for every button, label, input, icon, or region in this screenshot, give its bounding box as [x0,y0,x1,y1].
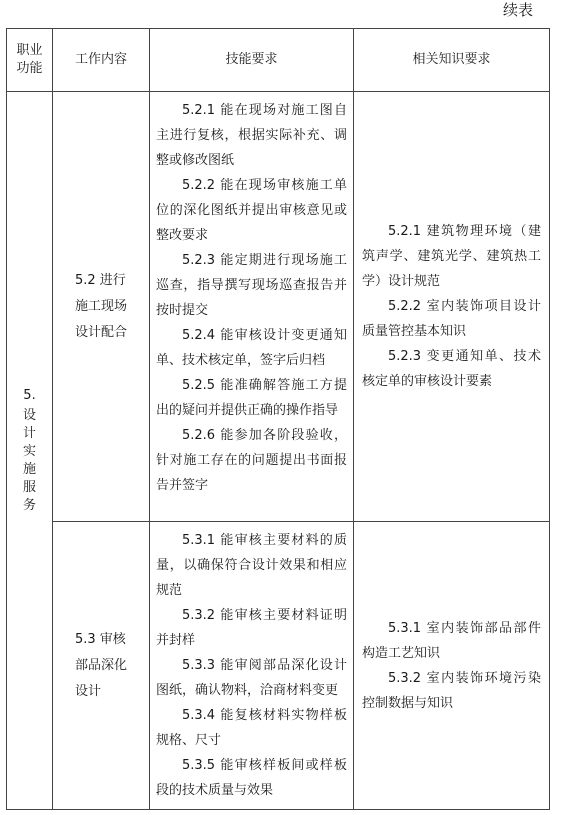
header-work-content: 工作内容 [53,29,150,92]
skill-item: 5.2.6 能参加各阶段验收，针对施工存在的问题提出书面报告并签字 [156,428,347,493]
header-row [7,29,550,92]
table-row [7,92,550,522]
knowledge-item: 5.2.3 变更通知单、技术核定单的审核设计要素 [362,349,541,389]
knowledge-cell [354,92,550,522]
header-function: 职业功能 [7,29,53,92]
skill-item: 5.2.2 能在现场审核施工单位的深化图纸并提出审核意见或整改要求 [156,178,347,243]
skill-item: 5.3.1 能审核主要材料的质量，以确保符合设计效果和相应规范 [156,533,347,598]
knowledge-item: 5.3.1 室内装饰部品部件构造工艺知识 [362,620,541,661]
function-cell [7,92,53,810]
skill-item: 5.2.4 能审核设计变更通知单、技术核定单，签字后归档 [156,328,347,368]
work-content-cell: 5.2 进行施工现场设计配合 [53,92,150,522]
knowledge-item: 5.3.2 室内装饰环境污染控制数据与知识 [362,670,541,711]
function-name: 设计实施服务 [23,407,37,513]
knowledge-item: 5.2.2 室内装饰项目设计质量管控基本知识 [362,299,541,339]
skill-item: 5.3.3 能审阅部品深化设计图纸，确认物料，洽商材料变更 [156,658,347,698]
standards-table [6,28,550,810]
skill-item: 5.2.5 能准确解答施工方提出的疑问并提供正确的操作指导 [156,378,347,418]
knowledge-cell [354,522,550,810]
function-number: 5. [23,387,36,403]
continued-label: 续表 [502,1,533,19]
skill-item: 5.2.1 能在现场对施工图自主进行复核，根据实际补充、调整或修改图纸 [156,103,347,168]
work-content-cell: 5.3 审核部品深化设计 [53,522,150,810]
skill-item: 5.3.2 能审核主要材料证明并封样 [156,608,347,648]
table-row [7,522,550,810]
skill-item: 5.2.3 能定期进行现场施工巡查，指导撰写现场巡查报告并按时提交 [156,253,347,318]
skills-cell [150,92,354,522]
skill-item: 5.3.5 能审核样板间或样板段的技术质量与效果 [156,758,347,798]
header-knowledge: 相关知识要求 [354,29,550,92]
skill-item: 5.3.4 能复核材料实物样板规格、尺寸 [156,708,347,748]
header-skills: 技能要求 [150,29,354,92]
skills-cell [150,522,354,810]
knowledge-item: 5.2.1 建筑物理环境（建筑声学、建筑光学、建筑热工学）设计规范 [362,224,541,289]
